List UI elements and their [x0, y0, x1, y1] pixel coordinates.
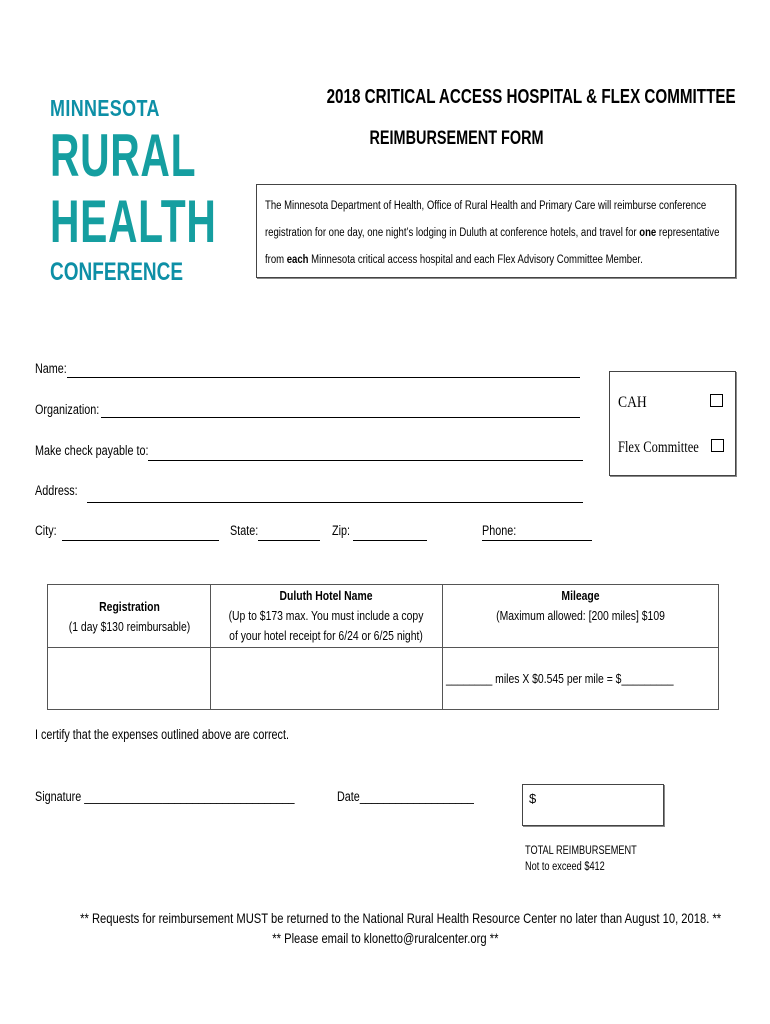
address-input-line[interactable] — [87, 502, 583, 503]
registration-cell[interactable] — [48, 648, 209, 708]
organization-input-line[interactable] — [101, 417, 580, 418]
expense-table — [47, 584, 719, 710]
footer-deadline: ** Requests for reimbursement MUST be returned to the National Rural Health Resource Center no later than August 10, 2018. ** — [80, 910, 722, 926]
logo-minnesota: MINNESOTA — [50, 95, 160, 121]
total-limit-note: Not to exceed $412 — [525, 861, 605, 873]
zip-label: Zip: — [332, 523, 351, 538]
state-input-line[interactable] — [258, 540, 320, 541]
dollar-sign: $ — [529, 791, 537, 806]
check-payable-label: Make check payable to: — [35, 443, 149, 458]
category-box — [609, 371, 736, 476]
phone-label: Phone: — [482, 523, 517, 538]
footer-email: ** Please email to klonetto@ruralcenter.org ** — [271, 930, 499, 946]
cah-label: CAH — [618, 394, 647, 411]
total-reimbursement-box[interactable] — [522, 784, 664, 826]
hotel-header: Duluth Hotel Name (Up to $173 max. You must include a copy of your hotel receipt for 6/24 or 6/25 night) — [228, 588, 424, 643]
certify-statement: I certify that the expenses outlined above are correct. — [35, 727, 289, 742]
logo-rural: RURAL — [50, 122, 197, 189]
name-label: Name: — [35, 361, 67, 376]
mileage-formula[interactable]: ________ miles X $0.545 per mile = $_________ — [446, 671, 674, 686]
state-label: State: — [230, 523, 259, 538]
name-input-line[interactable] — [67, 377, 580, 378]
zip-input-line[interactable] — [353, 540, 427, 541]
signature-field[interactable]: Signature ___________________________________ — [35, 789, 295, 804]
organization-label: Organization: — [35, 402, 100, 417]
date-field[interactable]: Date___________________ — [337, 789, 474, 804]
phone-input-line[interactable] — [482, 540, 592, 541]
logo-health: HEALTH — [50, 188, 217, 255]
total-reimbursement-label: TOTAL REIMBURSEMENT — [525, 845, 637, 857]
flex-committee-checkbox[interactable] — [711, 439, 724, 452]
intro-text: The Minnesota Department of Health, Office of Rural Health and Primary Care will reimburse conference registration for one day, one night’s lodging in Duluth at conference hotels, and travel for one representative from each Minnesota critical access hospital and each Flex Advisory Committee Member. — [265, 200, 720, 266]
hotel-cell[interactable] — [211, 648, 441, 708]
registration-header: Registration (1 day $130 reimbursable) — [68, 599, 191, 634]
check-payable-input-line[interactable] — [148, 460, 583, 461]
logo-conference: CONFERENCE — [50, 258, 184, 286]
city-label: City: — [35, 523, 57, 538]
address-label: Address: — [35, 483, 78, 498]
flex-committee-label: Flex Committee — [618, 439, 699, 456]
form-title: 2018 CRITICAL ACCESS HOSPITAL & FLEX COMMITTEE — [326, 86, 736, 108]
mileage-header: Mileage (Maximum allowed: [200 miles] $109 — [496, 588, 665, 623]
intro-box — [256, 184, 736, 278]
form-subtitle: REIMBURSEMENT FORM — [369, 128, 545, 149]
city-input-line[interactable] — [62, 540, 219, 541]
cah-checkbox[interactable] — [710, 394, 723, 407]
